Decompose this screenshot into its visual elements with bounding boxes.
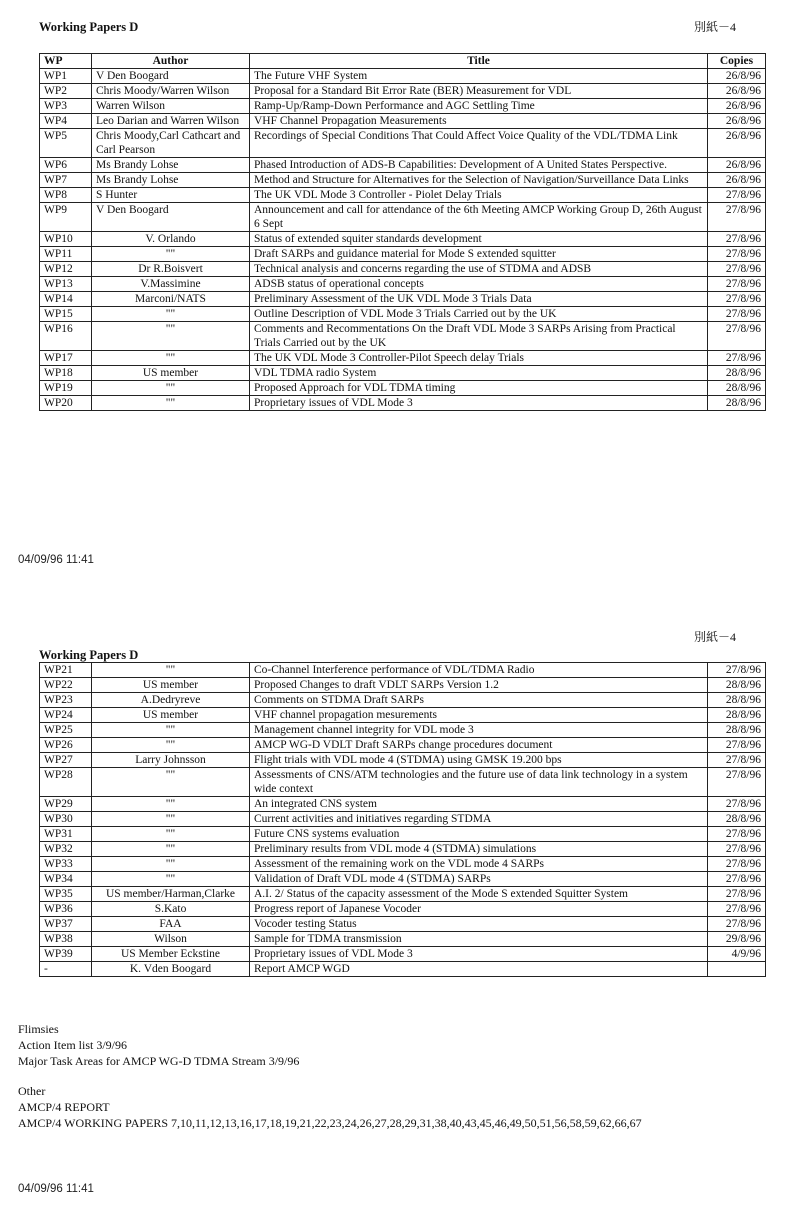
author-cell: US member/Harman,Clarke: [92, 887, 250, 902]
table-row: [40, 827, 766, 842]
copies-cell: 27/8/96: [708, 857, 766, 872]
page1-attachment-ref: 別紙－4: [694, 20, 737, 34]
copies-cell: 27/8/96: [708, 203, 766, 232]
title-cell: Vocoder testing Status: [250, 917, 708, 932]
wp-cell: WP13: [40, 277, 92, 292]
copies-cell: 26/8/96: [708, 99, 766, 114]
title-cell: The Future VHF System: [250, 69, 708, 84]
wp-cell: WP4: [40, 114, 92, 129]
copies-cell: 27/8/96: [708, 351, 766, 366]
title-cell: Proposal for a Standard Bit Error Rate (BER) Measurement for VDL: [250, 84, 708, 99]
title-cell: Progress report of Japanese Vocoder: [250, 902, 708, 917]
title-cell: AMCP WG-D VDLT Draft SARPs change procedures document: [250, 738, 708, 753]
flimsies-heading: Flimsies: [18, 1022, 59, 1036]
title-cell: Technical analysis and concerns regarding the use of STDMA and ADSB: [250, 262, 708, 277]
page2-attachment-ref: 別紙－4: [694, 630, 737, 644]
author-cell: Warren Wilson: [92, 99, 250, 114]
page1-timestamp: 04/09/96 11:41: [18, 554, 94, 566]
copies-cell: 28/8/96: [708, 381, 766, 396]
table-row: [40, 322, 766, 351]
table-row: [40, 158, 766, 173]
title-cell: Outline Description of VDL Mode 3 Trials Carried out by the UK: [250, 307, 708, 322]
title-cell: Report AMCP WGD: [250, 962, 708, 977]
working-papers-table-1: [39, 53, 766, 411]
author-cell: "": [92, 723, 250, 738]
title-cell: Co-Channel Interference performance of VDL/TDMA Radio: [250, 663, 708, 678]
table-row: [40, 872, 766, 887]
flimsies-item: Action Item list 3/9/96: [18, 1038, 127, 1052]
title-cell: ADSB status of operational concepts: [250, 277, 708, 292]
table-row: [40, 396, 766, 411]
copies-cell: 27/8/96: [708, 842, 766, 857]
other-item: AMCP/4 REPORT: [18, 1100, 110, 1114]
title-cell: Announcement and call for attendance of the 6th Meeting AMCP Working Group D, 26th August 6 Sept: [250, 203, 708, 232]
table-row: [40, 99, 766, 114]
author-cell: "": [92, 872, 250, 887]
author-cell: V. Orlando: [92, 232, 250, 247]
table-row: [40, 932, 766, 947]
title-cell: Recordings of Special Conditions That Could Affect Voice Quality of the VDL/TDMA Link: [250, 129, 708, 158]
copies-cell: 27/8/96: [708, 322, 766, 351]
wp-cell: WP34: [40, 872, 92, 887]
author-cell: Leo Darian and Warren Wilson: [92, 114, 250, 129]
copies-cell: 28/8/96: [708, 723, 766, 738]
title-cell: Current activities and initiatives regarding STDMA: [250, 812, 708, 827]
table-row: [40, 277, 766, 292]
title-cell: Management channel integrity for VDL mode 3: [250, 723, 708, 738]
copies-cell: 27/8/96: [708, 307, 766, 322]
author-cell: "": [92, 857, 250, 872]
wp-cell: WP28: [40, 768, 92, 797]
table-row: [40, 663, 766, 678]
wp-cell: WP14: [40, 292, 92, 307]
author-cell: "": [92, 812, 250, 827]
title-cell: The UK VDL Mode 3 Controller - Piolet Delay Trials: [250, 188, 708, 203]
title-cell: A.I. 2/ Status of the capacity assessment of the Mode S extended Squitter System: [250, 887, 708, 902]
title-cell: An integrated CNS system: [250, 797, 708, 812]
title-cell: Proprietary issues of VDL Mode 3: [250, 396, 708, 411]
table-row: [40, 114, 766, 129]
table-row: [40, 262, 766, 277]
copies-cell: 26/8/96: [708, 129, 766, 158]
wp-cell: WP17: [40, 351, 92, 366]
author-cell: "": [92, 738, 250, 753]
wp-cell: WP37: [40, 917, 92, 932]
author-cell: US member: [92, 678, 250, 693]
other-item: AMCP/4 WORKING PAPERS 7,10,11,12,13,16,17,18,19,21,22,23,24,26,27,28,29,31,38,40,43,45,46,49,50,51,56,58,59,62,66,67: [18, 1116, 642, 1130]
author-cell: "": [92, 307, 250, 322]
wp-cell: WP21: [40, 663, 92, 678]
copies-cell: 27/8/96: [708, 797, 766, 812]
table-row: [40, 842, 766, 857]
copies-cell: 27/8/96: [708, 663, 766, 678]
wp-cell: WP39: [40, 947, 92, 962]
author-cell: Chris Moody/Warren Wilson: [92, 84, 250, 99]
author-cell: "": [92, 797, 250, 812]
title-cell: Phased Introduction of ADS-B Capabilities: Development of A United States Perspective.: [250, 158, 708, 173]
title-cell: VDL TDMA radio System: [250, 366, 708, 381]
title-cell: Flight trials with VDL mode 4 (STDMA) using GMSK 19.200 bps: [250, 753, 708, 768]
wp-cell: WP8: [40, 188, 92, 203]
title-cell: Proposed Changes to draft VDLT SARPs Version 1.2: [250, 678, 708, 693]
author-cell: "": [92, 247, 250, 262]
table-row: [40, 753, 766, 768]
copies-cell: 28/8/96: [708, 812, 766, 827]
table-row: [40, 962, 766, 977]
author-cell: Wilson: [92, 932, 250, 947]
table-row: [40, 232, 766, 247]
author-cell: K. Vden Boogard: [92, 962, 250, 977]
title-cell: Draft SARPs and guidance material for Mode S extended squitter: [250, 247, 708, 262]
copies-cell: 28/8/96: [708, 396, 766, 411]
table-row: [40, 812, 766, 827]
table-header-row: [40, 54, 766, 69]
copies-cell: 28/8/96: [708, 693, 766, 708]
header-author: Author: [92, 54, 250, 69]
table-row: [40, 738, 766, 753]
title-cell: Assessment of the remaining work on the VDL mode 4 SARPs: [250, 857, 708, 872]
wp-cell: WP19: [40, 381, 92, 396]
author-cell: "": [92, 322, 250, 351]
wp-cell: WP33: [40, 857, 92, 872]
table-row: [40, 723, 766, 738]
title-cell: The UK VDL Mode 3 Controller-Pilot Speech delay Trials: [250, 351, 708, 366]
copies-cell: 27/8/96: [708, 887, 766, 902]
wp-cell: WP11: [40, 247, 92, 262]
working-papers-table-2: [39, 662, 766, 977]
wp-cell: WP3: [40, 99, 92, 114]
author-cell: V Den Boogard: [92, 69, 250, 84]
wp-cell: WP25: [40, 723, 92, 738]
author-cell: "": [92, 827, 250, 842]
title-cell: Proprietary issues of VDL Mode 3: [250, 947, 708, 962]
wp-cell: WP2: [40, 84, 92, 99]
table-row: [40, 247, 766, 262]
author-cell: A.Dedryreve: [92, 693, 250, 708]
copies-cell: 26/8/96: [708, 84, 766, 99]
page1-title: Working Papers D: [39, 20, 139, 34]
wp-cell: WP7: [40, 173, 92, 188]
copies-cell: 27/8/96: [708, 292, 766, 307]
page2-title: Working Papers D: [39, 648, 139, 662]
author-cell: Dr R.Boisvert: [92, 262, 250, 277]
table-row: [40, 366, 766, 381]
copies-cell: 27/8/96: [708, 902, 766, 917]
table-row: [40, 351, 766, 366]
copies-cell: 27/8/96: [708, 917, 766, 932]
wp-cell: WP12: [40, 262, 92, 277]
table-row: [40, 188, 766, 203]
header-wp: WP: [40, 54, 92, 69]
table-row: [40, 917, 766, 932]
wp-cell: WP5: [40, 129, 92, 158]
table-row: [40, 768, 766, 797]
title-cell: Preliminary Assessment of the UK VDL Mode 3 Trials Data: [250, 292, 708, 307]
wp-cell: WP22: [40, 678, 92, 693]
table-row: [40, 292, 766, 307]
author-cell: US member: [92, 708, 250, 723]
copies-cell: 27/8/96: [708, 753, 766, 768]
table-row: [40, 857, 766, 872]
table-row: [40, 947, 766, 962]
copies-cell: 29/8/96: [708, 932, 766, 947]
copies-cell: 27/8/96: [708, 262, 766, 277]
copies-cell: 27/8/96: [708, 247, 766, 262]
wp-cell: WP9: [40, 203, 92, 232]
author-cell: "": [92, 381, 250, 396]
wp-cell: -: [40, 962, 92, 977]
wp-cell: WP38: [40, 932, 92, 947]
title-cell: Validation of Draft VDL mode 4 (STDMA) SARPs: [250, 872, 708, 887]
author-cell: FAA: [92, 917, 250, 932]
author-cell: "": [92, 768, 250, 797]
author-cell: S.Kato: [92, 902, 250, 917]
table-row: [40, 381, 766, 396]
copies-cell: 28/8/96: [708, 678, 766, 693]
page2-timestamp: 04/09/96 11:41: [18, 1183, 94, 1195]
author-cell: "": [92, 396, 250, 411]
title-cell: Preliminary results from VDL mode 4 (STDMA) simulations: [250, 842, 708, 857]
wp-cell: WP15: [40, 307, 92, 322]
title-cell: VHF channel propagation mesurements: [250, 708, 708, 723]
wp-cell: WP27: [40, 753, 92, 768]
table-row: [40, 797, 766, 812]
title-cell: Future CNS systems evaluation: [250, 827, 708, 842]
copies-cell: 26/8/96: [708, 114, 766, 129]
wp-cell: WP16: [40, 322, 92, 351]
copies-cell: 26/8/96: [708, 173, 766, 188]
title-cell: Status of extended squiter standards development: [250, 232, 708, 247]
copies-cell: 26/8/96: [708, 69, 766, 84]
title-cell: Method and Structure for Alternatives for the Selection of Navigation/Surveillance Data Links: [250, 173, 708, 188]
wp-cell: WP10: [40, 232, 92, 247]
table-row: [40, 203, 766, 232]
title-cell: Comments on STDMA Draft SARPs: [250, 693, 708, 708]
author-cell: Ms Brandy Lohse: [92, 158, 250, 173]
flimsies-item: Major Task Areas for AMCP WG-D TDMA Stream 3/9/96: [18, 1054, 300, 1068]
table-row: [40, 708, 766, 723]
copies-cell: 27/8/96: [708, 768, 766, 797]
wp-cell: WP24: [40, 708, 92, 723]
title-cell: Proposed Approach for VDL TDMA timing: [250, 381, 708, 396]
author-cell: Chris Moody,Carl Cathcart and Carl Pearson: [92, 129, 250, 158]
wp-cell: WP20: [40, 396, 92, 411]
author-cell: US member: [92, 366, 250, 381]
title-cell: Sample for TDMA transmission: [250, 932, 708, 947]
header-title: Title: [250, 54, 708, 69]
copies-cell: 28/8/96: [708, 366, 766, 381]
author-cell: S Hunter: [92, 188, 250, 203]
copies-cell: [708, 962, 766, 977]
wp-cell: WP18: [40, 366, 92, 381]
wp-cell: WP1: [40, 69, 92, 84]
wp-cell: WP31: [40, 827, 92, 842]
wp-cell: WP32: [40, 842, 92, 857]
wp-cell: WP6: [40, 158, 92, 173]
wp-cell: WP26: [40, 738, 92, 753]
copies-cell: 27/8/96: [708, 188, 766, 203]
author-cell: V.Massimine: [92, 277, 250, 292]
copies-cell: 27/8/96: [708, 277, 766, 292]
wp-cell: WP36: [40, 902, 92, 917]
table-row: [40, 84, 766, 99]
header-copies: Copies: [708, 54, 766, 69]
author-cell: Marconi/NATS: [92, 292, 250, 307]
table-row: [40, 678, 766, 693]
wp-cell: WP30: [40, 812, 92, 827]
title-cell: Ramp-Up/Ramp-Down Performance and AGC Settling Time: [250, 99, 708, 114]
title-cell: VHF Channel Propagation Measurements: [250, 114, 708, 129]
copies-cell: 26/8/96: [708, 158, 766, 173]
author-cell: Ms Brandy Lohse: [92, 173, 250, 188]
table-row: [40, 902, 766, 917]
author-cell: US Member Eckstine: [92, 947, 250, 962]
author-cell: "": [92, 663, 250, 678]
author-cell: V Den Boogard: [92, 203, 250, 232]
author-cell: "": [92, 842, 250, 857]
title-cell: Assessments of CNS/ATM technologies and the future use of data link technology in a system wide context: [250, 768, 708, 797]
copies-cell: 27/8/96: [708, 872, 766, 887]
wp-cell: WP29: [40, 797, 92, 812]
other-heading: Other: [18, 1084, 46, 1098]
table-row: [40, 173, 766, 188]
copies-cell: 27/8/96: [708, 827, 766, 842]
copies-cell: 27/8/96: [708, 738, 766, 753]
table-row: [40, 307, 766, 322]
copies-cell: 27/8/96: [708, 232, 766, 247]
table-row: [40, 129, 766, 158]
wp-cell: WP23: [40, 693, 92, 708]
copies-cell: 28/8/96: [708, 708, 766, 723]
wp-cell: WP35: [40, 887, 92, 902]
author-cell: Larry Johnsson: [92, 753, 250, 768]
table-row: [40, 887, 766, 902]
copies-cell: 4/9/96: [708, 947, 766, 962]
title-cell: Comments and Recommentations On the Draft VDL Mode 3 SARPs Arising from Practical Trials Carried out by the UK: [250, 322, 708, 351]
table-row: [40, 693, 766, 708]
table-row: [40, 69, 766, 84]
author-cell: "": [92, 351, 250, 366]
